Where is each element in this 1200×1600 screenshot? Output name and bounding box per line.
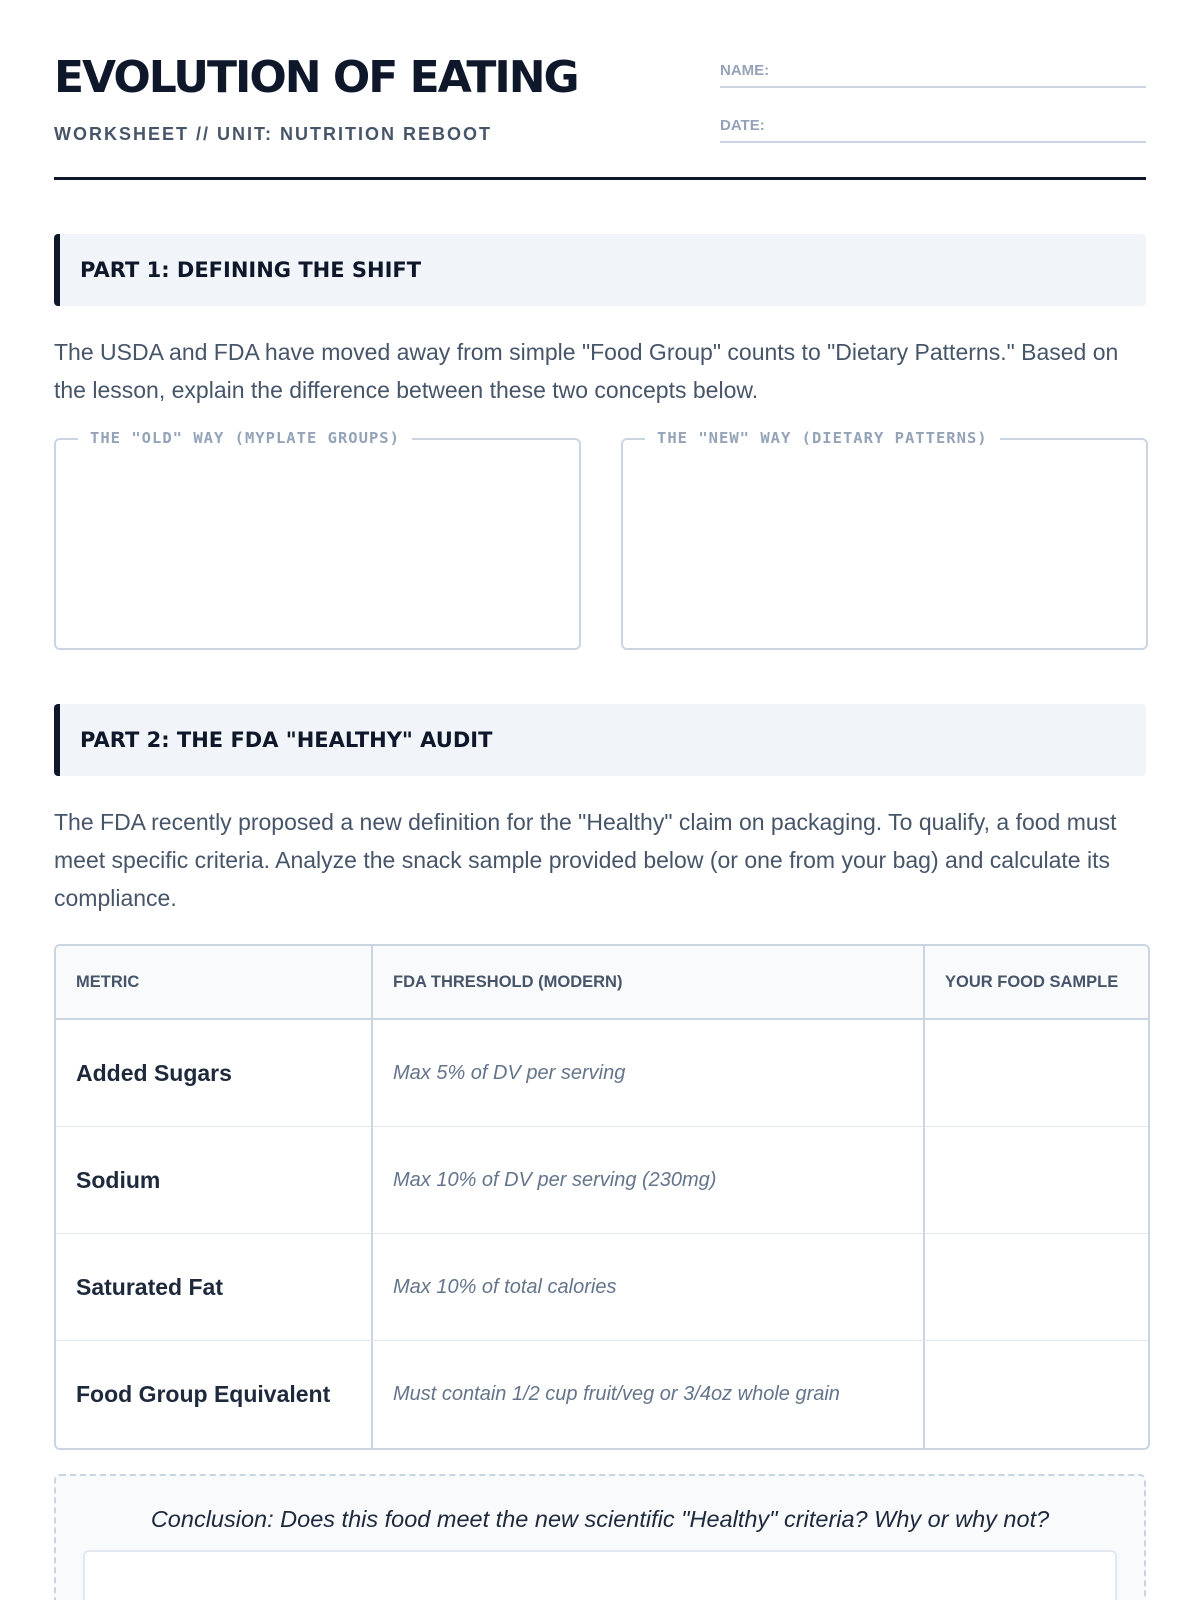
- new-way-answer-box[interactable]: [621, 429, 1148, 650]
- metric-cell: Added Sugars: [56, 1020, 371, 1127]
- new-way-label: THE "NEW" WAY (DIETARY PATTERNS): [645, 423, 1000, 453]
- table-row: [56, 1127, 1148, 1234]
- metric-cell: Saturated Fat: [56, 1234, 371, 1341]
- column-header-threshold: FDA THRESHOLD (MODERN): [371, 946, 923, 1020]
- metric-cell: Food Group Equivalent: [76, 1381, 331, 1407]
- part1-instructions: The USDA and FDA have moved away from simple "Food Group" counts to "Dietary Patterns." Based on the lesson, explain the difference between these two concepts below.: [54, 339, 1119, 403]
- worksheet-subtitle: WORKSHEET // UNIT: NUTRITION REBOOT: [54, 124, 492, 144]
- sample-input-cell[interactable]: [923, 1127, 1148, 1234]
- threshold-cell: Max 5% of DV per serving: [371, 1020, 923, 1127]
- part2-heading: PART 2: THE FDA "HEALTHY" AUDIT: [80, 728, 493, 752]
- metric-cell: Sodium: [56, 1127, 371, 1234]
- part2-instructions: The FDA recently proposed a new definition for the "Healthy" claim on packaging. To qualify, a food must meet specific criteria. Analyze the snack sample provided below (or one from your bag) and calculate its compliance.: [54, 809, 1117, 911]
- date-label: DATE:: [720, 117, 765, 134]
- worksheet-title: EVOLUTION OF EATING: [54, 52, 578, 103]
- conclusion-section: [54, 1474, 1146, 1600]
- threshold-cell: Must contain 1/2 cup fruit/veg or 3/4oz whole grain: [371, 1341, 923, 1448]
- table-row: [56, 1020, 1148, 1127]
- conclusion-prompt: Conclusion: Does this food meet the new scientific "Healthy" criteria? Why or why not?: [150, 1506, 1050, 1532]
- column-header-sample: YOUR FOOD SAMPLE: [923, 946, 1148, 1020]
- table-header-row: [56, 946, 1148, 1020]
- sample-input-cell[interactable]: [923, 1020, 1148, 1127]
- old-way-answer-box[interactable]: [54, 429, 581, 650]
- worksheet-header: [54, 0, 1146, 180]
- conclusion-answer-box[interactable]: [83, 1550, 1117, 1600]
- sample-input-cell[interactable]: [923, 1234, 1148, 1341]
- table-row: [56, 1234, 1148, 1341]
- healthy-audit-table: [54, 944, 1150, 1450]
- old-way-label: THE "OLD" WAY (MYPLATE GROUPS): [78, 423, 412, 453]
- part1-heading: PART 1: DEFINING THE SHIFT: [80, 258, 422, 282]
- threshold-cell: Max 10% of total calories: [371, 1234, 923, 1341]
- name-label: NAME:: [720, 62, 770, 79]
- column-header-metric: METRIC: [56, 946, 371, 1020]
- threshold-cell: Max 10% of DV per serving (230mg): [371, 1127, 923, 1234]
- part1-heading-bar: [54, 234, 1146, 306]
- name-field[interactable]: [720, 60, 1146, 88]
- sample-input-cell[interactable]: [923, 1341, 1148, 1448]
- date-field[interactable]: [720, 115, 1146, 143]
- table-row: [56, 1341, 1148, 1448]
- part2-heading-bar: [54, 704, 1146, 776]
